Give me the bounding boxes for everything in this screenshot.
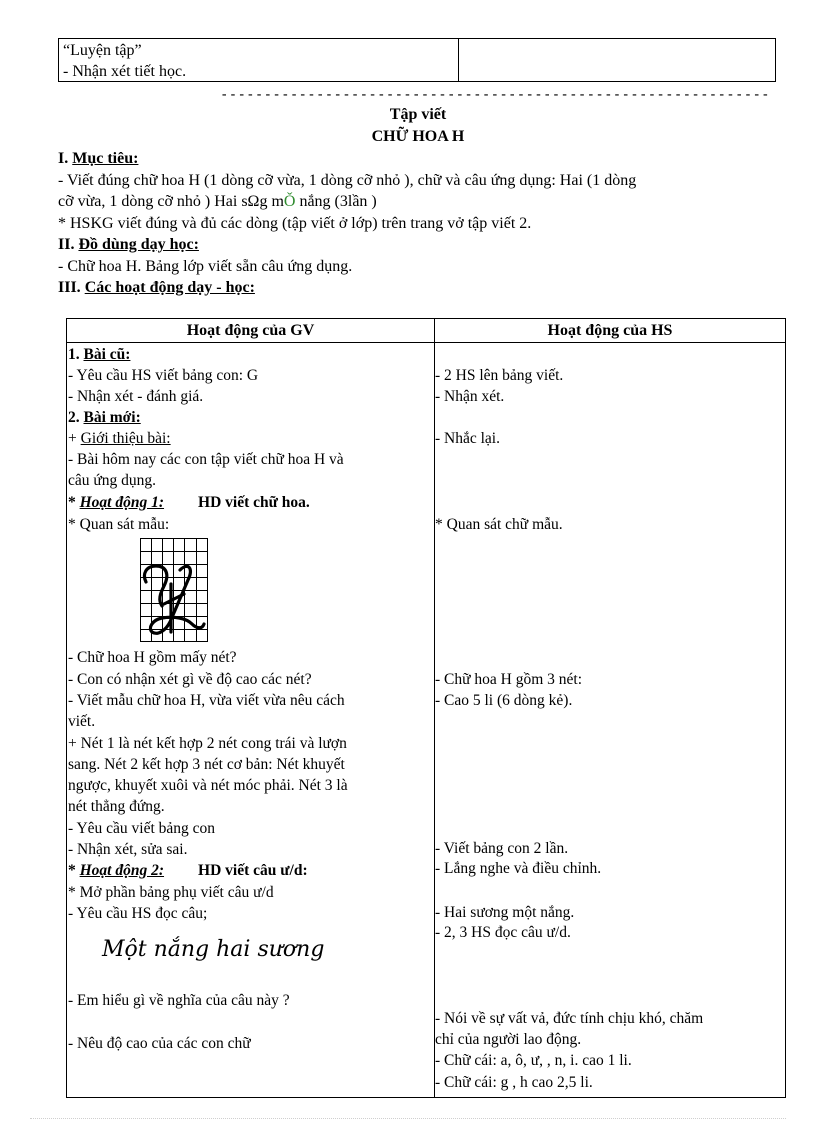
gv-gioi-thieu [68, 428, 430, 449]
lesson-title: CHỮ HOA H [371, 128, 465, 145]
gv-bai-moi [68, 407, 430, 428]
top-table-row2: - Nhận xét tiết học. [63, 63, 187, 80]
header-student: Hoạt động của HS [547, 322, 673, 339]
hs-line: - 2 HS lên bảng viết. [435, 367, 564, 384]
cursive-sample [100, 930, 330, 970]
hs-line: - Viết bảng con 2 lần. [435, 840, 569, 857]
section2-heading [58, 234, 199, 255]
gv-line: - Yêu cầu HS viết bảng con: G [68, 367, 259, 384]
gv-gioi-thieu-prefix: + [68, 430, 81, 447]
hs-line: * Quan sát chữ mẫu. [435, 516, 563, 533]
gv-line: + Nét 1 là nét kết hợp 2 nét cong trái và lượn [68, 735, 347, 752]
section2-line1: - Chữ hoa H. Bảng lớp viết sẵn câu ứng dụng. [58, 258, 353, 275]
gv-bai-cu-num: 1. [68, 346, 84, 363]
letter-h-grid-figure [140, 538, 208, 642]
gv-hd1-desc: HD viết chữ hoa. [198, 494, 310, 511]
gv-line: - Yêu cầu viết bảng con [68, 820, 216, 837]
gv-line: - Yêu cầu HS đọc câu; [68, 905, 208, 922]
section1-label: I. [58, 150, 73, 167]
gv-line: nét thẳng đứng. [68, 798, 165, 815]
gv-line: - Nhận xét - đánh giá. [68, 388, 204, 405]
gv-hd2-desc: HD viết câu ư/d: [198, 862, 308, 879]
section1-line1: - Viết đúng chữ hoa H (1 dòng cỡ vừa, 1 dòng cỡ nhỏ ), chữ và câu ứng dụng: Hai (1 dòng [58, 172, 637, 189]
section3-label: III. [58, 279, 85, 296]
gv-line: - Nêu độ cao của các con chữ [68, 1035, 251, 1052]
hs-line: chỉ của người lao động. [435, 1031, 582, 1048]
gv-line: - Nhận xét, sửa sai. [68, 841, 188, 858]
gv-hd2-title: Hoạt động 2: [79, 862, 165, 879]
gv-gioi-thieu-title: Giới thiệu bài: [80, 430, 171, 447]
top-table-divider [458, 39, 459, 81]
gv-line: - Chữ hoa H gồm mấy nét? [68, 649, 237, 666]
gv-line: - Em hiểu gì về nghĩa của câu này ? [68, 992, 290, 1009]
hs-line: - Chữ cái: a, ô, ư, , n, i. cao 1 li. [435, 1052, 632, 1069]
section2-title: Đồ dùng dạy học: [78, 236, 199, 253]
section3-heading [58, 277, 255, 298]
cursive-sample-icon [100, 930, 330, 970]
gv-line: viết. [68, 713, 96, 730]
top-table [58, 38, 776, 82]
section1-heading [58, 148, 138, 169]
hs-line: - Chữ hoa H gồm 3 nét: [435, 671, 583, 688]
section1-line2: cỡ vừa, 1 dòng cỡ nhỏ ) Hai sΩg mǑ nắng (3lần ) [58, 193, 377, 210]
page-bottom-border [30, 1118, 786, 1119]
gv-line: - Viết mẫu chữ hoa H, vừa viết vừa nêu cách [68, 692, 345, 709]
gv-line: * Quan sát mẫu: [68, 516, 170, 533]
gv-line: sang. Nét 2 kết hợp 3 nét cơ bản: Nét khuyết [68, 756, 345, 773]
hs-line: - Nhận xét. [435, 388, 505, 405]
gv-hd1-title: Hoạt động 1: [79, 494, 165, 511]
gv-bai-moi-title: Bài mới: [83, 409, 141, 426]
gv-line: câu ứng dụng. [68, 472, 157, 489]
hs-line: - Lắng nghe và điều chỉnh. [435, 860, 602, 877]
letter-h-grid-icon [140, 538, 208, 642]
activity-table-header-divider [67, 342, 785, 343]
gv-hoat-dong-1 [68, 492, 430, 513]
header-teacher: Hoạt động của GV [186, 322, 315, 339]
cursive-sample-text: Một nắng hai sương [102, 937, 325, 962]
top-table-row1: “Luyện tập” [63, 42, 142, 59]
separator-line: --------------------------------------------------------------- [220, 87, 770, 103]
hs-line: - Nói về sự vất vả, đức tính chịu khó, chăm [435, 1010, 704, 1027]
section3-title: Các hoạt động dạy - học: [84, 279, 255, 296]
gv-line: - Bài hôm nay các con tập viết chữ hoa H và [68, 451, 344, 468]
gv-hoat-dong-2 [68, 860, 430, 881]
gv-bai-cu [68, 344, 430, 365]
section1-line3: * HSKG viết đúng và đủ các dòng (tập viết ở lớp) trên trang vở tập viết 2. [58, 215, 532, 232]
gv-line: * Mở phần bảng phụ viết câu ư/d [68, 884, 274, 901]
activity-table [66, 318, 786, 1098]
gv-bai-moi-num: 2. [68, 409, 84, 426]
gv-line: ngược, khuyết xuôi và nét móc phải. Nét 3 là [68, 777, 348, 794]
gv-hd1-star: * [68, 494, 80, 511]
section1-title: Mục tiêu: [72, 150, 139, 167]
hs-line: - 2, 3 HS đọc câu ư/d. [435, 924, 571, 941]
hs-line: - Chữ cái: g , h cao 2,5 li. [435, 1074, 593, 1091]
hs-line: - Hai sương một nắng. [435, 904, 575, 921]
subject-title: Tập viết [389, 106, 447, 123]
gv-hd2-star: * [68, 862, 80, 879]
gv-line: - Con có nhận xét gì về độ cao các nét? [68, 671, 312, 688]
gv-bai-cu-title: Bài cũ: [83, 346, 131, 363]
section2-label: II. [58, 236, 79, 253]
hs-line: - Cao 5 li (6 dòng kẻ). [435, 692, 573, 709]
hs-line: - Nhắc lại. [435, 430, 500, 447]
